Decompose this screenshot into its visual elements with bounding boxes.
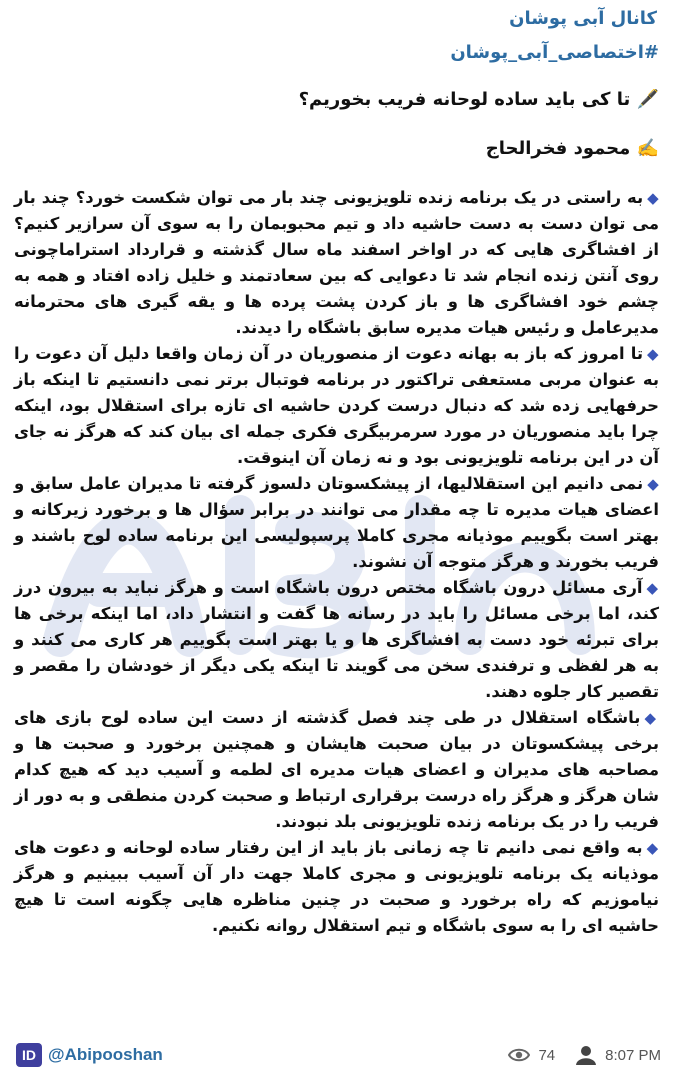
blue-diamond-icon: ◆	[647, 189, 659, 207]
message-body	[14, 36, 659, 939]
paragraph: ◆به راستی در یک برنامه زنده تلویزیونی چند بار می توان شکست خورد؟ چند بار می توان دست به دست حاشیه داد و تیم محبوبمان را به سوی آن سرازیر کنیم؟ از افشاگری هایی که در اواخر اسفند ماه سال گذشته و قرارداد استراماچونی روی آنتن زنده انجام شد تا دعوایی که بین سعادتمند و خلیل زاده افتاد و همه به چشم خود افشاگری ها و باز کردن پشت پرده ها و یقه گیری های محترمانه مدیرعامل و رئیس هیات مدیره سابق باشگاه را دیدند.	[14, 188, 659, 337]
headline	[14, 89, 659, 110]
message-time: 8:07 PM	[605, 1046, 661, 1064]
author-name: محمود فخرالحاج	[485, 138, 631, 159]
blue-diamond-icon: ◆	[646, 579, 659, 597]
blue-diamond-icon: ◆	[647, 475, 659, 493]
channel-name[interactable]: کانال آبی پوشان	[509, 8, 657, 29]
paragraph: ◆به واقع نمی دانیم تا چه زمانی باز باید از این رفتار ساده لوحانه و دعوت های موذیانه یک برنامه تلویزیونی و مجری کاملا جهت دار آن آسیب ببینیم و هرگز نیاموزیم که راه برخورد و صحبت در چنین مناظره هایی چگونه است تا هیچ حاشیه ای را به سوی باشگاه و تیم استقلال روانه نکنیم.	[14, 838, 659, 935]
eye-icon	[508, 1047, 530, 1063]
fountain-pen-icon: 🖋️	[636, 89, 659, 110]
blue-diamond-icon: ◆	[647, 345, 659, 363]
paragraph: ◆نمی دانیم این استقلالیها، از پیشکسوتان دلسوز گرفته تا مدیران عامل سابق و اعضای هیات مدیره تا چه مقدار می توانند در برابر سؤال ها و برخورد زیرکانه و بهتر است بگوییم موذیانه مجری کاملا پرسپولیسی این برنامه ساده لوح باشند و فریب بخورند و هرگز متوجه آن نشوند.	[14, 474, 659, 571]
writing-hand-icon: ✍️	[636, 138, 659, 159]
hashtag-link[interactable]: #اختصاصی_آبی_پوشان	[450, 42, 659, 63]
channel-handle-link[interactable]: @Abipooshan	[48, 1045, 163, 1064]
id-badge-icon: ID	[16, 1043, 42, 1067]
message-footer	[16, 1040, 661, 1070]
view-count: 74	[538, 1046, 556, 1064]
blue-diamond-icon: ◆	[644, 709, 659, 727]
message-meta	[508, 1045, 661, 1065]
paragraph: ◆تا امروز که باز به بهانه دعوت از منصوریان در آن زمان واقعا دلیل آن دعوت را به عنوان مربی مستعفی تراکتور در برنامه فوتبال برتر نمی دانستیم تا اینکه باز حرفهایی زده شد که دنبال درست کردن حاشیه ای تازه برای استقلال بود، اینکه چرا باید منصوریان در مورد سرمربیگری فکری جمله ای بیان کند که هرگز نه جای آن در این برنامه تلویزیونی بود و نه زمان آن اینوقت.	[14, 344, 659, 467]
person-icon	[575, 1045, 597, 1065]
author-line	[14, 138, 659, 159]
paragraph: ◆باشگاه استقلال در طی چند فصل گذشته از دست این ساده لوح بازی های برخی پیشکسوتان در بیان صحبت هایشان و همچنین برخورد و صحبت ها و مصاحبه های مدیران و اعضای هیات مدیره ای لطمه و آسیب دید که هیچ کدام شان هرگز و هرگز راه درست برقراری ارتباط و صحبت کردن منطقی و به دور از فریب را در یک برنامه زنده تلویزیونی بلد نبودند.	[14, 708, 659, 831]
blue-diamond-icon: ◆	[646, 839, 659, 857]
channel-signature[interactable]	[16, 1043, 163, 1067]
headline-text: تا کی باید ساده لوحانه فریب بخوریم؟	[298, 89, 631, 110]
article-paragraphs	[14, 185, 659, 939]
paragraph: ◆آری مسائل درون باشگاه مختص درون باشگاه است و هرگز نباید به بیرون درز کند، اما برخی مسائل را باید در رسانه ها گفت و انتشار داد، اما اینکه برخی ها برای تبرئه خود دست به افشاگری ها و یا بهتر است بگوییم هر کاری می کنند و به هر لفظی و ترفندی سخن می گویند تا اینکه یکی دیگر از خودشان را مقصر و تقصیر کار جلوه دهند.	[14, 578, 659, 701]
